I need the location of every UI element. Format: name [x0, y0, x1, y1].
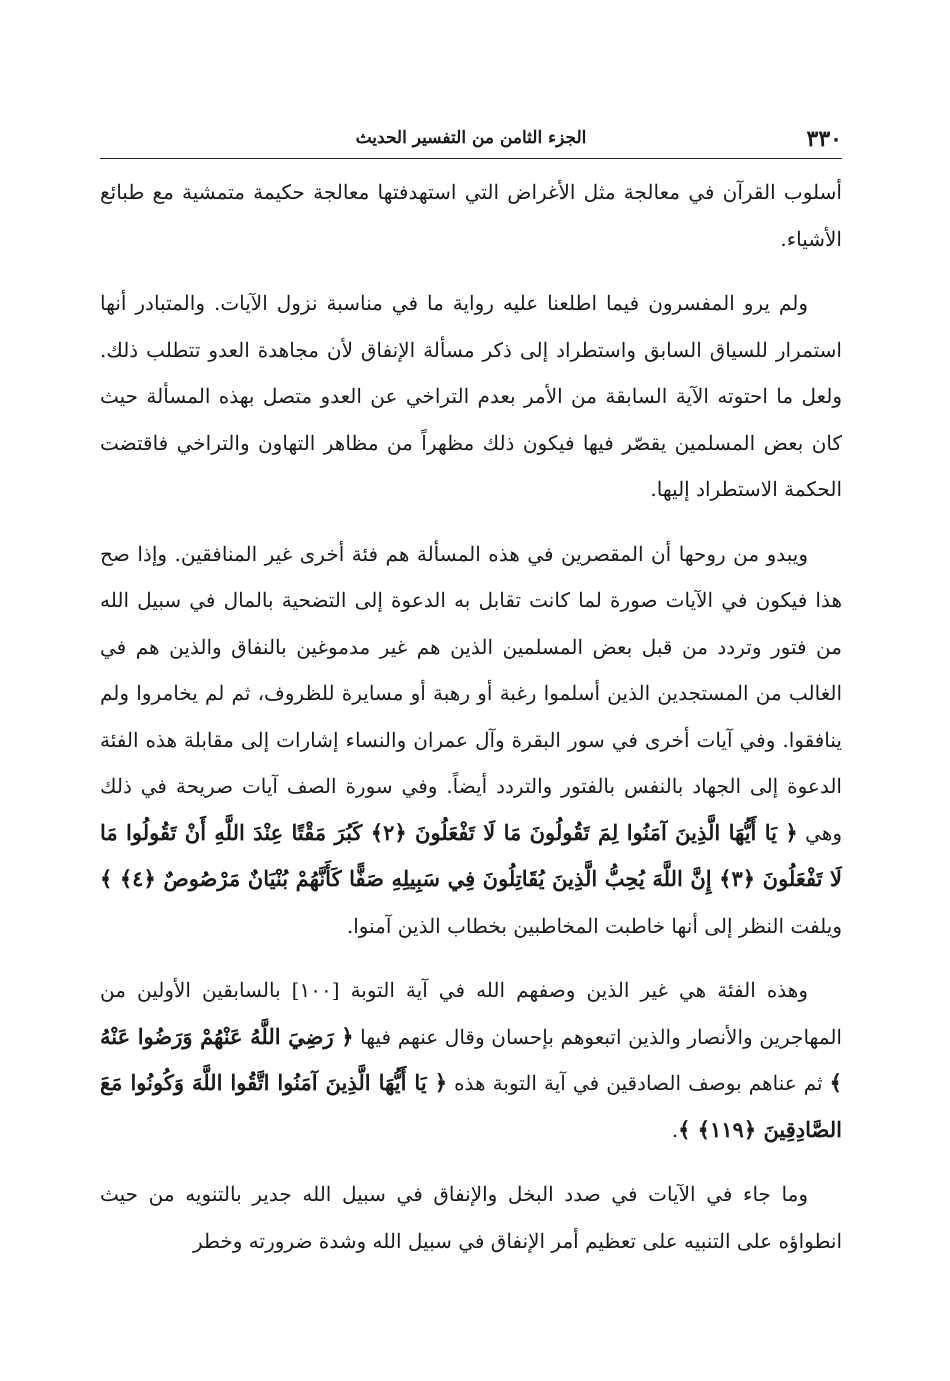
page-number: ٣٣٠ [806, 126, 842, 152]
paragraph [100, 1171, 842, 1264]
text-segment: أسلوب القرآن في معالجة مثل الأغراض التي استهدفتها معالجة حكيمة متمشية مع طبائع الأشياء. [100, 180, 842, 251]
text-segment: ثم عناهم بوصف الصادقين في آية التوبة هذه [447, 1071, 830, 1095]
paragraph [100, 967, 842, 1153]
quran-verse: ﴿ رَضِيَ اللَّهُ عَنْهُمْ وَرَضُوا عَنْهُ ﴾ [100, 1023, 842, 1095]
text-segment: . [671, 1117, 679, 1142]
text-segment: ويبدو من روحها أن المقصرين في هذه المسألة هم فئة أخرى غير المنافقين. وإذا صح هذا فيكون في الآيات صورة لما كانت تقابل به الدعوة إلى التضحية بالمال في سبيل الله من فتور وتردد من قبل بعض المسلمين الذين هم غير مدموغين بالنفاق والذين هم في الغالب من المستجدين الذين أسلموا رغبة أو رهبة أو مسايرة للظروف، ثم لم يخامروا ولم ينافقوا. وفي آيات أخرى في سور البقرة وآل عمران والنساء إشارات إلى مقابلة هذه الفئة الدعوة إلى الجهاد بالنفس بالفتور والتردد أيضاً. وفي سورة الصف آيات صريحة في ذلك وهي [100, 541, 842, 845]
paragraph [100, 280, 842, 513]
page-body [100, 169, 842, 1264]
quran-verse: ﴿ يَا أَيُّهَا الَّذِينَ آمَنُوا اتَّقُوا اللَّهَ وَكُونُوا مَعَ الصَّادِقِينَ ﴿١١٩﴾ ﴾ [100, 1070, 842, 1142]
paragraph [100, 169, 842, 262]
paragraph [100, 531, 842, 950]
text-segment: ويلفت النظر إلى أنها خاطبت المخاطبين بخطاب الذين آمنوا. [346, 913, 842, 938]
text-segment: وما جاء في الآيات في صدد البخل والإنفاق في سبيل الله جدير بالتنويه من حيث انطواؤه على التنبيه على تعظيم أمر الإنفاق في سبيل الله وشدة ضرورته وخطر [100, 1182, 842, 1253]
text-segment: ولم يرو المفسرون فيما اطلعنا عليه رواية ما في مناسبة نزول الآيات. والمتبادر أنها استمرار للسياق السابق واستطراد إلى ذكر مسألة الإنفاق لأن مجاهدة العدو تتطلب ذلك. ولعل ما احتوته الآية السابقة من الأمر بعدم التراخي عن العدو متصل بهذه المسألة حيث كان بعض المسلمين يقصّر فيها فيكون ذلك مظهراً من مظاهر التهاون والتراخي فاقتضت الحكمة الاستطراد إليها. [100, 291, 842, 501]
quran-verse: ﴿ يَا أَيُّهَا الَّذِينَ آمَنُوا لِمَ تَقُولُونَ مَا لَا تَفْعَلُونَ ﴿٢﴾ كَبُرَ مَقْتًا عِنْدَ اللَّهِ أَنْ تَقُولُوا مَا لَا تَفْعَلُونَ ﴿٣﴾ إِنَّ اللَّهَ يُحِبُّ الَّذِينَ يُقَاتِلُونَ فِي سَبِيلِهِ صَفًّا كَأَنَّهُمْ بُنْيَانٌ مَرْصُوصٌ ﴿٤﴾ ﴾ [100, 819, 842, 891]
running-header [100, 118, 842, 159]
text-segment: وهذه الفئة هي غير الذين وصفهم الله في آية التوبة [١٠٠] بالسابقين الأولين من المهاجرين والأنصار والذين اتبعوهم بإحسان وقال عنهم فيها [100, 978, 842, 1049]
running-title: الجزء الثامن من التفسير الحديث [355, 128, 587, 148]
page [100, 118, 842, 1282]
